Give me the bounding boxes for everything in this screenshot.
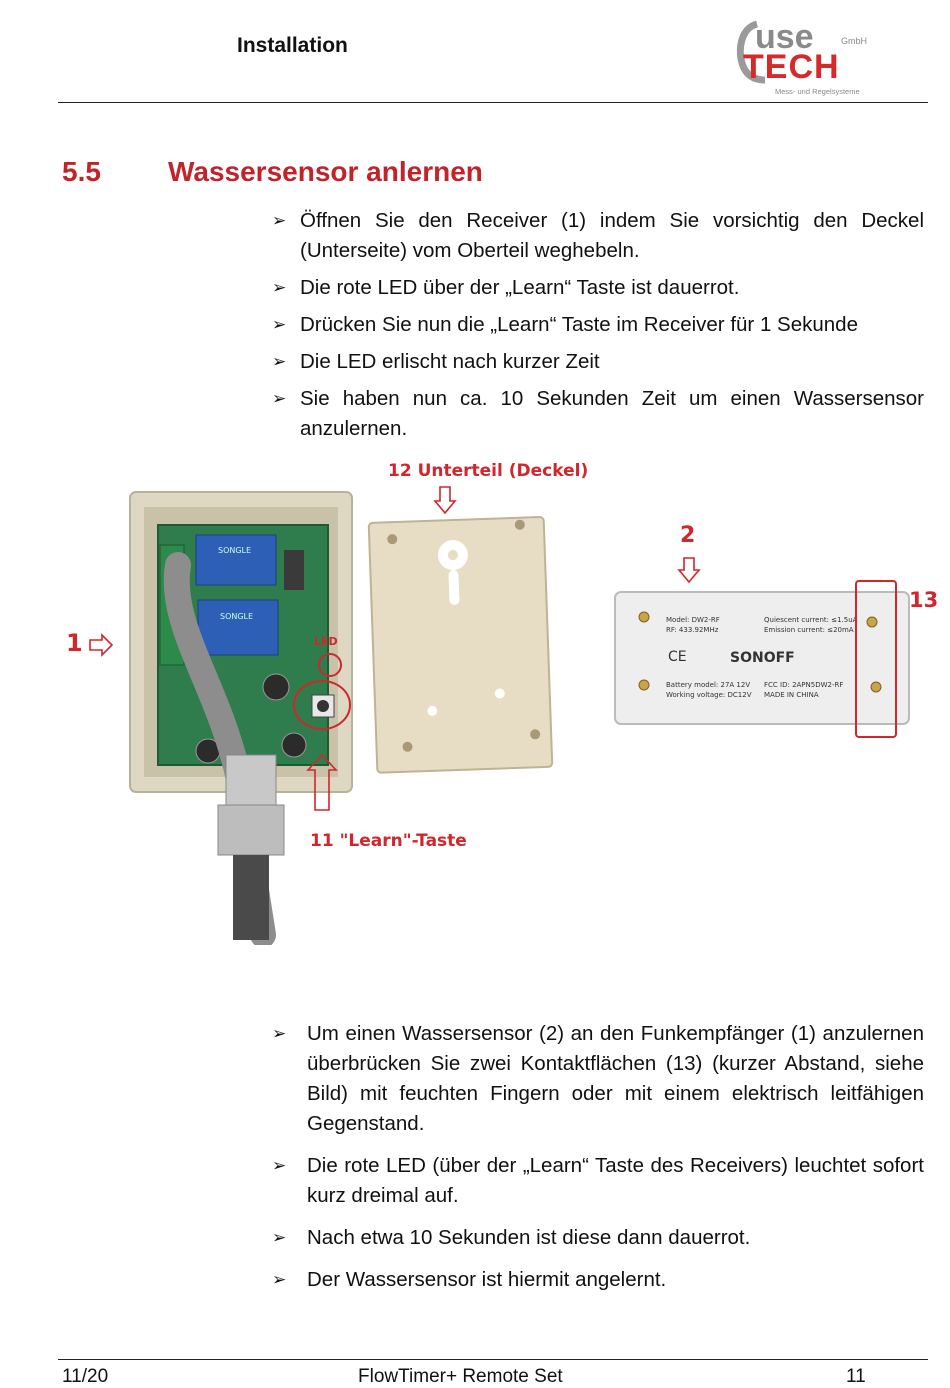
- sensor-made-text: MADE IN CHINA: [764, 691, 819, 699]
- bullet-arrow-icon: ➢: [272, 211, 287, 230]
- step-text: Nach etwa 10 Sekunden ist diese dann dauerrot.: [307, 1226, 751, 1249]
- list-item: [272, 347, 924, 377]
- bullet-arrow-icon: ➢: [272, 1024, 287, 1043]
- section-title: Wassersensor anlernen: [168, 156, 483, 187]
- sonoff-brand-text: SONOFF: [730, 650, 795, 666]
- logo-gmbh-text: GmbH: [841, 36, 868, 46]
- footer-divider: [58, 1359, 928, 1360]
- sensor-emission-text: Emission current: ≤20mA: [764, 626, 854, 634]
- sensor-quiescent-text: Quiescent current: ≤1.5uA: [764, 616, 858, 624]
- logo-use-text: use: [755, 18, 814, 56]
- footer-document-title: FlowTimer+ Remote Set: [358, 1366, 563, 1387]
- list-item: [272, 1265, 924, 1295]
- list-item: [272, 1223, 924, 1253]
- sensor-voltage-text: Working voltage: DC12V: [666, 691, 752, 699]
- logo-tagline: Mess- und Regelsysteme: [775, 87, 860, 96]
- sensor-battery-text: Battery model: 27A 12V: [666, 681, 751, 689]
- list-item: [272, 310, 924, 340]
- relay-label-2: SONGLE: [220, 612, 254, 621]
- label-contacts-number: 13: [909, 588, 939, 612]
- arrow-down-icon: [679, 558, 699, 582]
- label-unterteil: 12 Unterteil (Deckel): [388, 461, 589, 481]
- bullet-arrow-icon: ➢: [272, 1156, 287, 1175]
- relay-label-1: SONGLE: [218, 546, 252, 555]
- step-text: Drücken Sie nun die „Learn“ Taste im Receiver für 1 Sekunde: [300, 313, 858, 336]
- step-text: Öffnen Sie den Receiver (1) indem Sie vorsichtig den Deckel (Unterseite) vom Oberteil weghebeln.: [300, 209, 924, 262]
- bullet-arrow-icon: ➢: [272, 389, 287, 408]
- receiver-sensor-illustration: [58, 455, 948, 945]
- bullet-arrow-icon: ➢: [272, 352, 287, 371]
- list-item: [272, 273, 924, 303]
- step-text: Sie haben nun ca. 10 Sekunden Zeit um einen Wassersensor anzulernen.: [300, 387, 924, 440]
- bullet-arrow-icon: ➢: [272, 315, 287, 334]
- bullet-arrow-icon: ➢: [272, 278, 287, 297]
- pairing-list: [272, 1019, 924, 1307]
- header-title: Installation: [237, 34, 348, 57]
- installation-figure: [58, 455, 948, 945]
- label-learn-button: 11 "Learn"-Taste: [310, 831, 467, 851]
- step-text: Um einen Wassersensor (2) an den Funkempfänger (1) anzulernen überbrücken Sie zwei Kontaktflächen (13) (kurzer Abstand, siehe Bild) mit feuchten Fingern oder mit einem elektrisch leitfähigen Gegenstand.: [307, 1022, 924, 1135]
- footer-page-count: 11/20: [62, 1366, 109, 1387]
- footer-page-number: 11: [846, 1366, 866, 1387]
- sensor-model-text: Model: DW2-RF: [666, 616, 720, 624]
- bullet-arrow-icon: ➢: [272, 1228, 287, 1247]
- step-text: Die LED erlischt nach kurzer Zeit: [300, 350, 600, 373]
- sensor-fcc-text: FCC ID: 2APN5DW2-RF: [764, 681, 844, 689]
- arrow-right-icon: [90, 635, 112, 655]
- list-item: [272, 206, 924, 266]
- list-item: [272, 1019, 924, 1139]
- bullet-arrow-icon: ➢: [272, 1270, 287, 1289]
- instruction-list: [272, 206, 924, 451]
- list-item: [272, 1151, 924, 1211]
- usetech-logo: [735, 14, 875, 100]
- label-receiver-number: 1: [66, 629, 83, 657]
- step-text: Der Wassersensor ist hiermit angelernt.: [307, 1268, 667, 1291]
- header-divider: [58, 102, 928, 103]
- label-sensor-number: 2: [680, 523, 696, 548]
- section-number: 5.5: [62, 156, 101, 187]
- step-text: Die rote LED über der „Learn“ Taste ist dauerrot.: [300, 276, 740, 299]
- ce-mark: CE: [668, 649, 687, 665]
- step-text: Die rote LED (über der „Learn“ Taste des Receivers) leuchtet sofort kurz dreimal auf.: [307, 1154, 924, 1207]
- led-label: LED: [314, 635, 338, 648]
- list-item: [272, 384, 924, 444]
- sensor-rf-text: RF: 433.92MHz: [666, 626, 719, 634]
- arrow-down-icon: [435, 487, 455, 513]
- logo-tech-text: TECH: [743, 48, 840, 86]
